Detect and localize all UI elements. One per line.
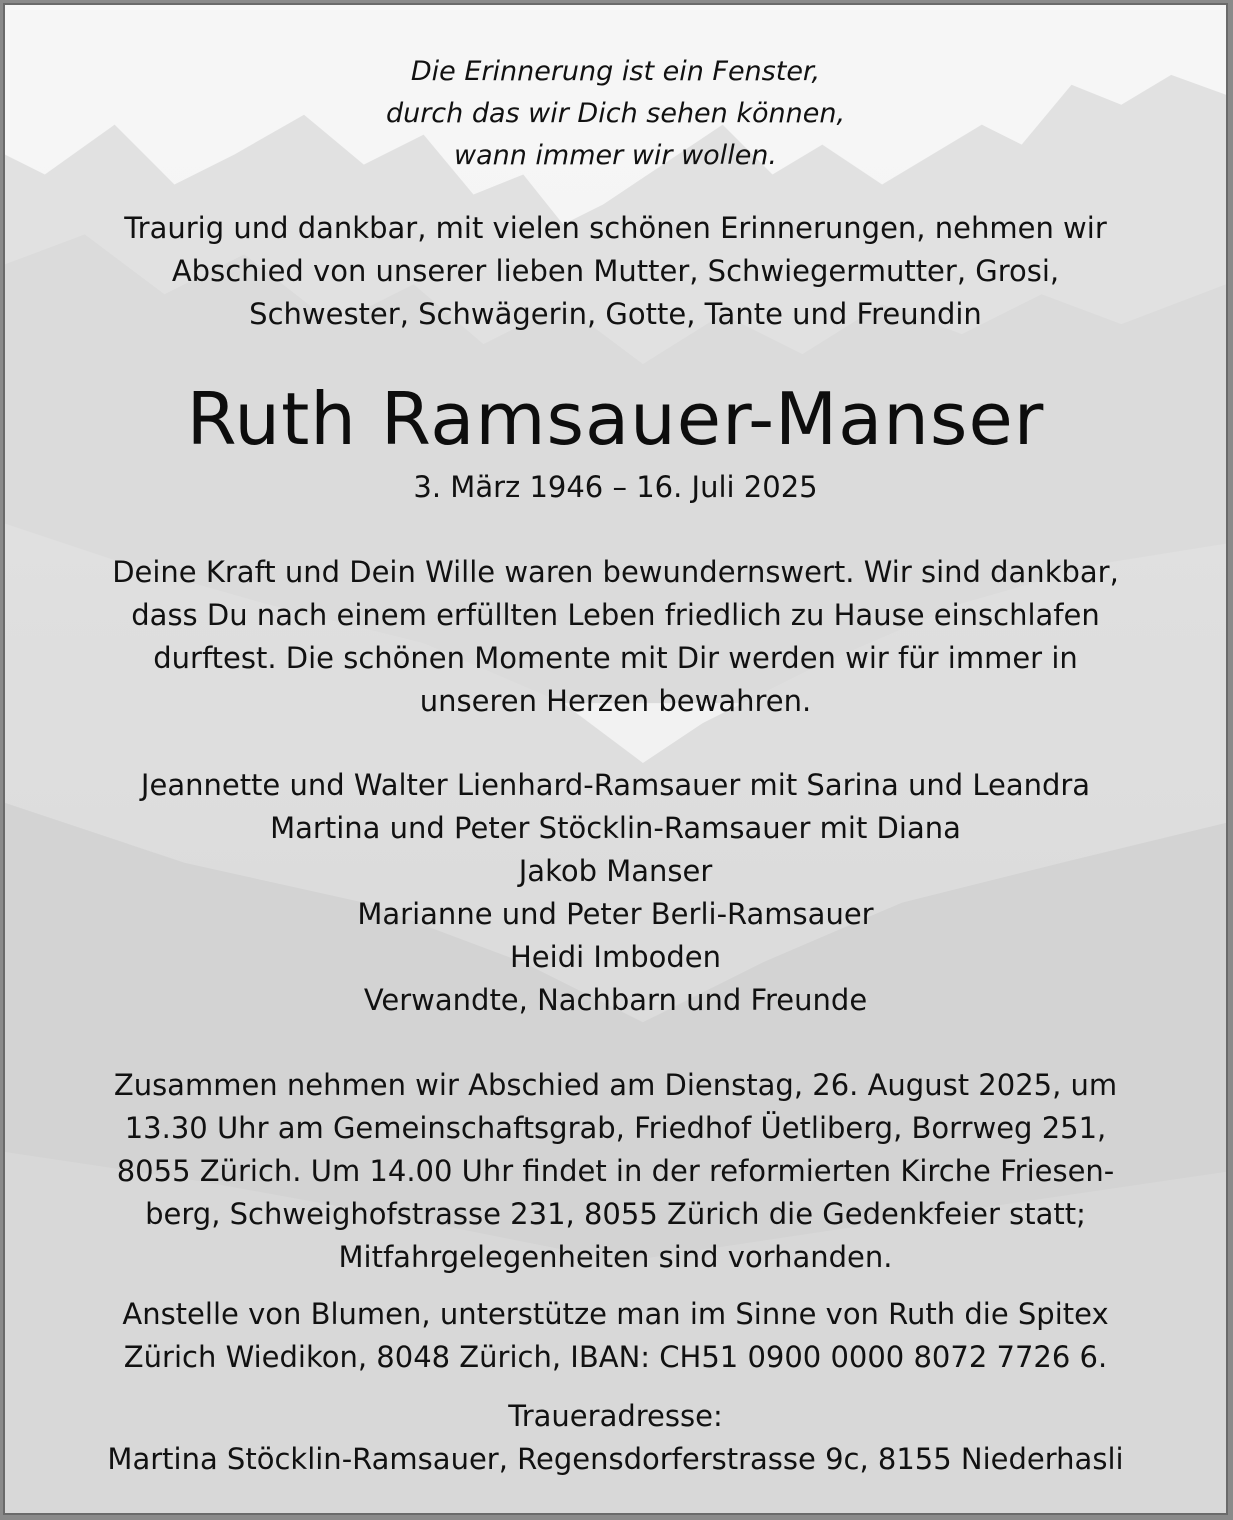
memorial-quote — [5, 51, 1226, 177]
life-dates: 3. März 1946 – 16. Juli 2025 — [413, 470, 818, 504]
obituary-content — [5, 5, 1226, 1513]
quote-line: durch das wir Dich sehen können, — [385, 98, 846, 129]
mourning-address — [5, 1395, 1226, 1481]
intro-line: Abschied von unserer lieben Mutter, Schwiegermutter, Grosi, — [171, 254, 1060, 288]
quote-line: wann immer wir wollen. — [453, 140, 777, 171]
ceremony-line: 13.30 Uhr am Gemeinschaftsgrab, Friedhof Üetliberg, Borrweg 251, — [124, 1111, 1107, 1145]
mourners-list — [5, 764, 1226, 1022]
mourner-entry: Verwandte, Nachbarn und Freunde — [363, 983, 868, 1017]
mourner-entry: Heidi Imboden — [510, 940, 721, 974]
tribute-paragraph — [45, 551, 1186, 723]
ceremony-details — [45, 1064, 1186, 1279]
obituary-card — [3, 3, 1228, 1515]
intro-paragraph — [45, 207, 1186, 336]
ceremony-line: 8055 Zürich. Um 14.00 Uhr findet in der reformierten Kirche Friesen- — [116, 1154, 1115, 1188]
mourner-entry: Jeannette und Walter Lienhard-Ramsauer mit Sarina und Leandra — [140, 768, 1091, 802]
ceremony-line: Zusammen nehmen wir Abschied am Dienstag, 26. August 2025, um — [113, 1068, 1118, 1102]
mourner-entry: Marianne und Peter Berli-Ramsauer — [357, 897, 874, 931]
intro-line: Schwester, Schwägerin, Gotte, Tante und Freundin — [249, 297, 982, 331]
tribute-line: Deine Kraft und Dein Wille waren bewundernswert. Wir sind dankbar, — [112, 555, 1119, 589]
ceremony-line: berg, Schweighofstrasse 231, 8055 Zürich die Gedenkfeier statt; — [145, 1197, 1086, 1231]
mourning-address-value: Martina Stöcklin-Ramsauer, Regensdorferstrasse 9c, 8155 Niederhasli — [107, 1442, 1124, 1476]
intro-line: Traurig und dankbar, mit vielen schönen Erinnerungen, nehmen wir — [124, 211, 1107, 245]
donation-line: Zürich Wiedikon, 8048 Zürich, IBAN: CH51 0900 0000 8072 7726 6. — [123, 1340, 1108, 1374]
deceased-name: Ruth Ramsauer-Manser — [186, 377, 1045, 461]
tribute-line: dass Du nach einem erfüllten Leben friedlich zu Hause einschlafen — [131, 598, 1100, 632]
tribute-line: unseren Herzen bewahren. — [419, 684, 812, 718]
ceremony-line: Mitfahrgelegenheiten sind vorhanden. — [338, 1240, 893, 1274]
mourner-entry: Jakob Manser — [518, 854, 713, 888]
mourner-entry: Martina und Peter Stöcklin-Ramsauer mit Diana — [270, 811, 961, 845]
tribute-line: durftest. Die schönen Momente mit Dir werden wir für immer in — [153, 641, 1078, 675]
donation-line: Anstelle von Blumen, unterstütze man im Sinne von Ruth die Spitex — [122, 1297, 1109, 1331]
donation-note — [35, 1293, 1196, 1379]
mourning-address-label: Traueradresse: — [508, 1399, 723, 1433]
quote-line: Die Erinnerung ist ein Fenster, — [410, 56, 821, 87]
